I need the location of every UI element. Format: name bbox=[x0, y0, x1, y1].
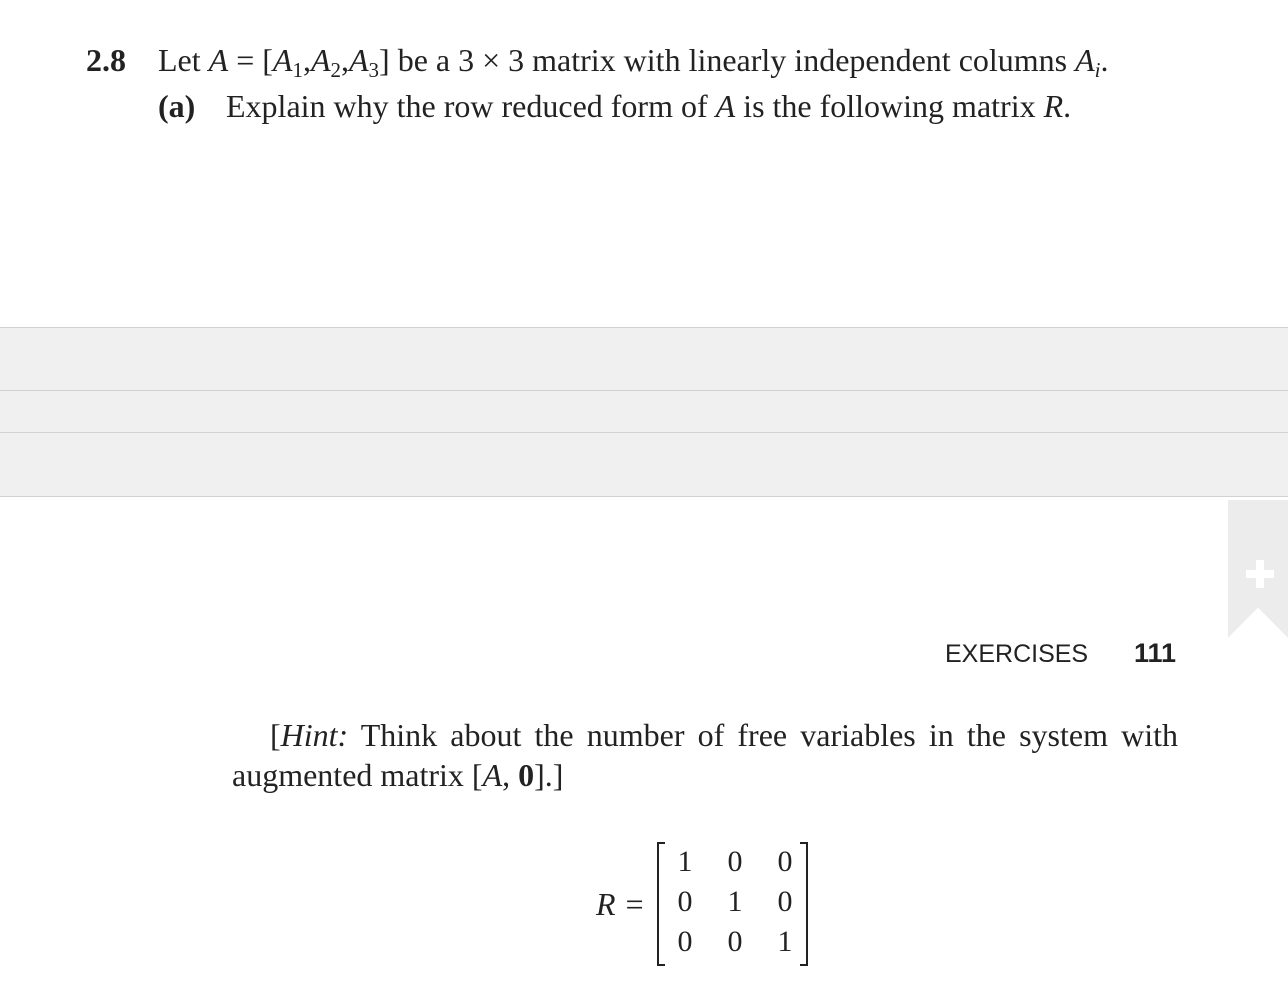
part-a-text: Explain why the row reduced form of A is the following matrix R. bbox=[226, 88, 1072, 124]
matrix-cell: 1 bbox=[677, 845, 693, 878]
matrix-lhs: R = bbox=[596, 886, 646, 922]
matrix-cell: 0 bbox=[727, 845, 743, 878]
matrix-cell: 0 bbox=[777, 845, 793, 878]
page-break-divider bbox=[0, 432, 1288, 433]
hint-line-2: augmented matrix [A, 0].] bbox=[232, 757, 564, 793]
matrix-cell: 0 bbox=[677, 925, 693, 958]
matrix-cell: 1 bbox=[727, 885, 743, 918]
exercise-statement: Let $A = [A_1,A_2,A_3]$ be a 3 × 3 matrix with linearly independent columns $A_i$. bbox=[158, 42, 1109, 82]
running-header-section: EXERCISES bbox=[945, 640, 1089, 668]
part-a-label: (a) bbox=[158, 88, 196, 124]
matrix-cell: 1 bbox=[777, 925, 793, 958]
page-break-divider bbox=[0, 390, 1288, 391]
page-number: 111 bbox=[1134, 638, 1177, 668]
matrix-cell: 0 bbox=[727, 925, 743, 958]
hint-line-1: [Hint: Think about the number of free variables in the system with bbox=[270, 717, 1178, 753]
matrix-cell: 0 bbox=[677, 885, 693, 918]
matrix-right-bracket bbox=[800, 842, 808, 966]
plus-icon bbox=[1246, 560, 1274, 588]
identity-matrix bbox=[666, 842, 798, 966]
hint-paragraph bbox=[232, 715, 1178, 795]
bookmark-add-button[interactable] bbox=[1228, 500, 1288, 638]
page-break-band bbox=[0, 327, 1288, 497]
exercise-number: 2.8 bbox=[86, 42, 126, 78]
matrix-cell: 0 bbox=[777, 885, 793, 918]
matrix-left-bracket bbox=[657, 842, 665, 966]
